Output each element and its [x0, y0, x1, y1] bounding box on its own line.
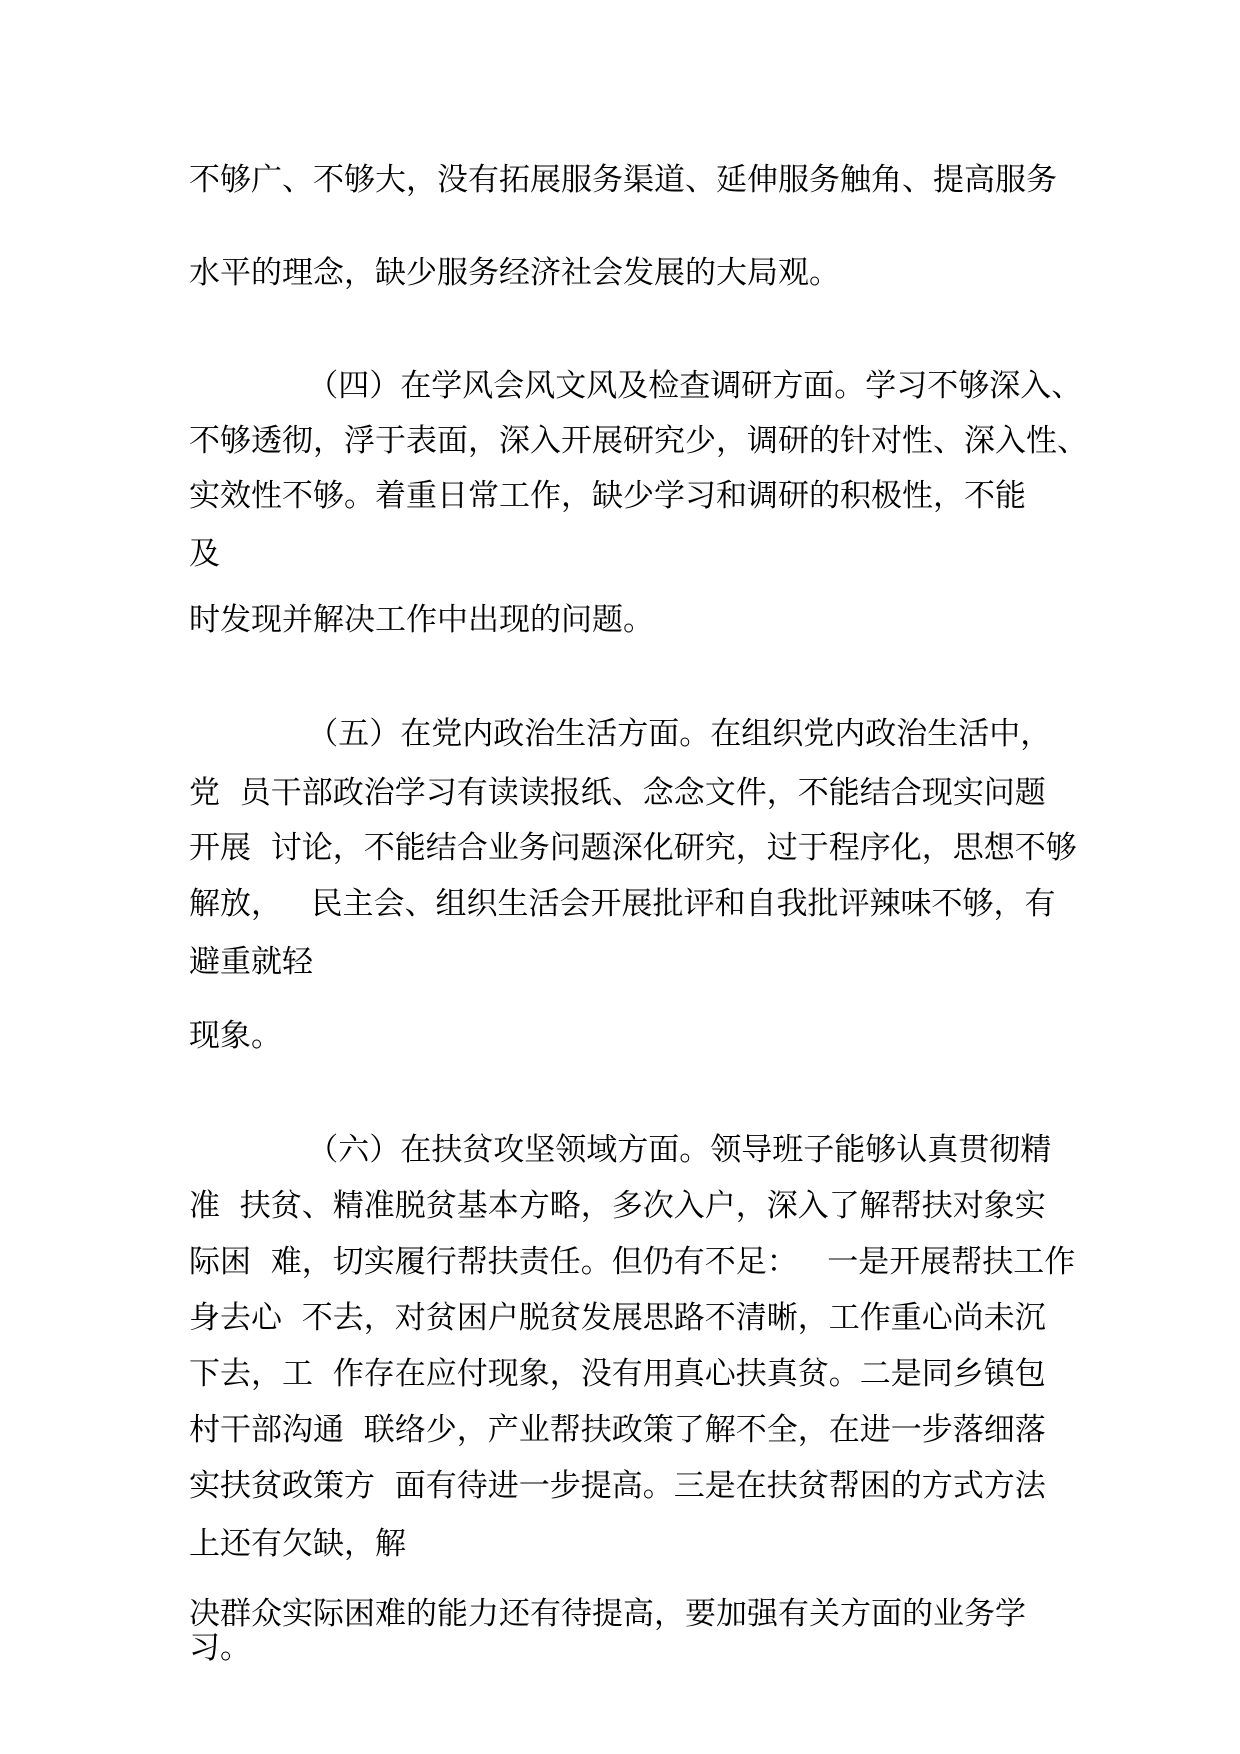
body-text-line: 党 员干部政治学习有读读报纸、念念文件，不能结合现实问题 [189, 775, 1046, 811]
body-text-line: 决群众实际困难的能力还有待提高，要加强有关方面的业务学 [189, 1596, 1026, 1632]
body-text-line: 实扶贫政策方 面有待进一步提高。三是在扶贫帮困的方式方法 [189, 1468, 1046, 1504]
body-text-line: 身去心 不去，对贫困户脱贫发展思路不清晰，工作重心尚未沉 [189, 1300, 1046, 1336]
body-text-line: 上还有欠缺，解 [189, 1526, 406, 1562]
body-text-line: 避重就轻 [189, 944, 313, 980]
body-text-line: 不够广、不够大，没有拓展服务渠道、延伸服务触角、提高服务 [189, 162, 1057, 198]
body-text-line: 时发现并解决工作中出现的问题。 [189, 602, 654, 638]
body-text-line: 开展 讨论，不能结合业务问题深化研究，过于程序化，思想不够 [189, 830, 1077, 866]
body-text-line: 实效性不够。着重日常工作，缺少学习和调研的积极性，不能 [189, 478, 1026, 514]
body-text-line: 下去，工 作存在应付现象，没有用真心扶真贫。二是同乡镇包 [189, 1356, 1046, 1392]
body-text-line: 不够透彻，浮于表面，深入开展研究少，调研的针对性、深入性、 [189, 423, 1088, 459]
section-heading-line: （五）在党内政治生活方面。在组织党内政治生活中， [189, 716, 1052, 752]
body-text-line: 准 扶贫、精准脱贫基本方略，多次入户，深入了解帮扶对象实 [189, 1188, 1046, 1224]
body-text-line: 际困 难，切实履行帮扶责任。但仍有不足： 一是开展帮扶工作 [189, 1244, 1076, 1280]
body-text-line: 现象。 [189, 1018, 282, 1054]
body-text-line: 习。 [189, 1630, 251, 1666]
section-heading-line: （四）在学风会风文风及检查调研方面。学习不够深入、 [189, 368, 1083, 404]
body-text-line: 村干部沟通 联络少，产业帮扶政策了解不全，在进一步落细落 [189, 1412, 1046, 1448]
section-heading-line: （六）在扶贫攻坚领域方面。领导班子能够认真贯彻精 [189, 1132, 1052, 1168]
body-text-line: 水平的理念，缺少服务经济社会发展的大局观。 [189, 255, 840, 291]
body-text-line: 及 [189, 536, 220, 572]
body-text-line: 解放， 民主会、组织生活会开展批评和自我批评辣味不够，有 [189, 886, 1056, 922]
